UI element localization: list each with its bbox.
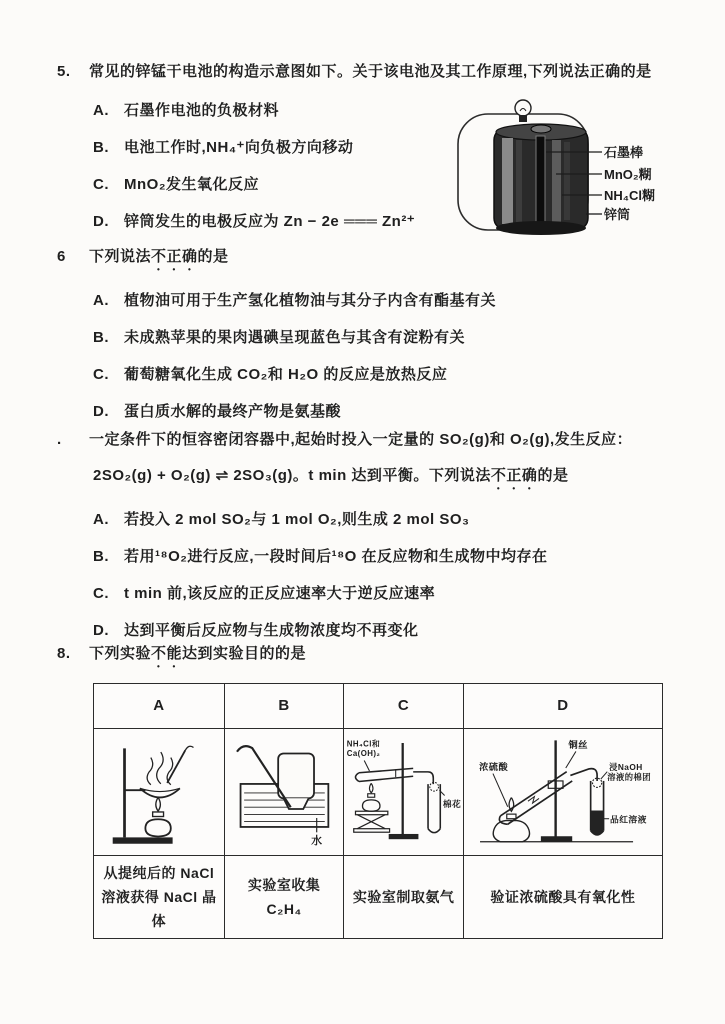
option-row: [93, 545, 677, 569]
question-6-stem: [89, 245, 672, 274]
option-text: 葡萄糖氧化生成 CO₂和 H₂O 的反应是放热反应: [124, 366, 448, 383]
question-7-equation: [93, 464, 677, 493]
reaction-test-tube: [499, 772, 572, 825]
option-text: 未成熟苹果的果肉遇碘呈现蓝色与其含有淀粉有关: [124, 329, 466, 346]
lab-jack: [354, 811, 390, 832]
alcohol-burner: [363, 783, 380, 811]
option-text: 植物油可用于生产氢化植物油与其分子内含有酯基有关: [124, 292, 497, 309]
inverted-bottle: [278, 753, 314, 809]
option-label: B.: [93, 329, 109, 346]
stem-post: 的是: [197, 248, 229, 265]
experiment-table-diagram-row: [94, 729, 663, 856]
option-text: 电池工作时,NH₄⁺向负极方向移动: [124, 139, 354, 156]
option-text: 石墨作电池的负极材料: [124, 102, 280, 119]
stand-base: [113, 837, 173, 843]
battery-label-mno2-paste: MnO₂糊: [604, 167, 652, 182]
copper-wire: [528, 797, 539, 803]
option-row: [93, 289, 672, 313]
glass-rod-hook: [185, 746, 193, 750]
caption-d: 验证浓硫酸具有氧化性: [463, 856, 662, 939]
option-row: [93, 210, 437, 234]
option-label: A.: [93, 511, 109, 528]
question-7-options: [57, 508, 677, 643]
option-label: A.: [93, 102, 109, 119]
option-text: 锌筒发生的电极反应为 Zn − 2e ═══ Zn²⁺: [124, 213, 416, 230]
option-row: [93, 400, 672, 424]
stand-base: [541, 836, 572, 842]
option-label: B.: [93, 548, 109, 565]
option-row: [93, 508, 677, 532]
table-header-a: A: [94, 684, 225, 729]
reagent-label-line2: Ca(OH)₂: [347, 749, 381, 759]
equation-emphasis: 不正确: [490, 467, 538, 484]
question-7-stem-row: [57, 428, 677, 452]
battery-body: [494, 124, 588, 235]
option-row: [93, 582, 677, 606]
question-6: [57, 245, 672, 424]
sulfuric-acid-copper-diagram: [470, 733, 656, 851]
glass-rod: [167, 750, 185, 783]
evaporating-dish-rim: [140, 788, 180, 791]
question-6-stem-row: [57, 245, 672, 274]
question-8: [57, 642, 677, 939]
naoh-label-line2: 溶液的棉团: [607, 772, 651, 783]
flame: [156, 797, 161, 811]
fuchsin-label: 品红溶液: [609, 814, 647, 825]
reagent-label-leader: [365, 761, 370, 771]
delivery-tube: [414, 772, 434, 784]
diagram-cell-a: [94, 729, 225, 856]
stem-pre: 下列说法: [89, 248, 152, 265]
caption-c: 实验室制取氨气: [344, 856, 463, 939]
fuchsin-test-tube: [591, 778, 604, 835]
question-8-number: 8.: [57, 645, 71, 662]
option-text: 达到平衡后反应物与生成物浓度均不再变化: [124, 622, 419, 639]
option-row: [93, 173, 437, 197]
acid-label: 浓硫酸: [479, 761, 509, 772]
question-8-stem: [89, 642, 677, 671]
naoh-label-line1: 浸NaOH: [609, 761, 643, 772]
equation-post: 的是: [537, 467, 569, 484]
flame: [370, 783, 373, 793]
option-label: A.: [93, 292, 109, 309]
question-8-stem-row: [57, 642, 677, 671]
reagent-label-line1: NH₄Cl和: [347, 739, 381, 749]
question-5-stem: 常见的锌锰干电池的构造示意图如下。关于该电池及其工作原理,下列说法正确的是: [89, 63, 652, 80]
experiment-table-header-row: [94, 684, 663, 729]
experiment-table-caption-row: [94, 856, 663, 939]
collection-test-tube: [428, 782, 440, 832]
option-text: 若投入 2 mol SO₂与 1 mol O₂,则生成 2 mol SO₃: [124, 511, 470, 528]
option-text: 蛋白质水解的最终产物是氨基酸: [124, 403, 342, 420]
question-5-number: 5.: [57, 63, 71, 80]
table-header-c: C: [344, 684, 463, 729]
question-6-number: 6: [57, 248, 66, 265]
option-label: D.: [93, 622, 109, 639]
option-label: D.: [93, 403, 109, 420]
battery-label-graphite-rod: 石墨棒: [604, 145, 644, 160]
stem-pre: 下列实验: [89, 645, 152, 662]
question-5-options: [57, 99, 437, 234]
fuchsin-solution-fill: [591, 810, 604, 834]
alcohol-burner: [145, 797, 170, 836]
option-text: 若用¹⁸O₂进行反应,一段时间后¹⁸O 在反应物和生成物中均存在: [124, 548, 548, 565]
option-label: D.: [93, 213, 109, 230]
evaporation-apparatus-diagram: [100, 733, 218, 851]
question-7-stem: 一定条件下的恒容密闭容器中,起始时投入一定量的 SO₂(g)和 O₂(g),发生反应：: [89, 431, 633, 448]
diagram-cell-c: [344, 729, 463, 856]
water-label: 水: [311, 834, 323, 847]
ammonia-preparation-diagram: [345, 733, 463, 851]
battery-label-nh4cl-paste: NH₄Cl糊: [604, 188, 655, 203]
option-row: [93, 326, 672, 350]
battery-diagram-svg: [436, 96, 668, 242]
option-row: [93, 619, 677, 643]
option-label: C.: [93, 176, 109, 193]
table-header-b: B: [224, 684, 343, 729]
battery-label-zinc-can: 锌筒: [604, 207, 631, 222]
question-7-number: .: [57, 431, 62, 448]
stem-post: 达到实验目的的是: [182, 645, 307, 662]
stem-emphasis: 不正确: [151, 248, 198, 265]
equation-pre: 2SO₂(g) + O₂(g) ⇌ 2SO₃(g)。t min 达到平衡。下列说法: [93, 467, 491, 484]
diagram-cell-b: [224, 729, 343, 856]
option-label: C.: [93, 366, 109, 383]
delivery-tube: [570, 769, 597, 781]
option-text: MnO₂发生氧化反应: [124, 176, 259, 193]
option-label: B.: [93, 139, 109, 156]
light-bulb-icon: [515, 100, 531, 122]
option-row: [93, 363, 672, 387]
question-6-options: [57, 289, 672, 424]
option-text: t min 前,该反应的正反应速率大于逆反应速率: [124, 585, 436, 602]
water-displacement-diagram: [228, 733, 340, 851]
caption-b: 实验室收集 C₂H₄: [224, 856, 343, 939]
cotton-label: 棉花: [443, 798, 462, 809]
option-row: [93, 99, 437, 123]
option-row: [93, 136, 437, 160]
copper-wire-label: 铜丝: [568, 739, 588, 750]
reaction-test-tube: [356, 768, 414, 781]
option-label: C.: [93, 585, 109, 602]
diagram-cell-d: [463, 729, 662, 856]
question-5-stem-row: [57, 60, 672, 84]
stem-emphasis: 不能: [151, 645, 183, 662]
cotton-plug: [430, 782, 439, 791]
caption-a: 从提纯后的 NaCl 溶液获得 NaCl 晶体: [94, 856, 225, 939]
battery-diagram: [436, 96, 668, 242]
table-header-d: D: [463, 684, 662, 729]
experiment-table: [93, 683, 663, 939]
question-7: [57, 428, 677, 643]
stand-base: [389, 834, 419, 839]
